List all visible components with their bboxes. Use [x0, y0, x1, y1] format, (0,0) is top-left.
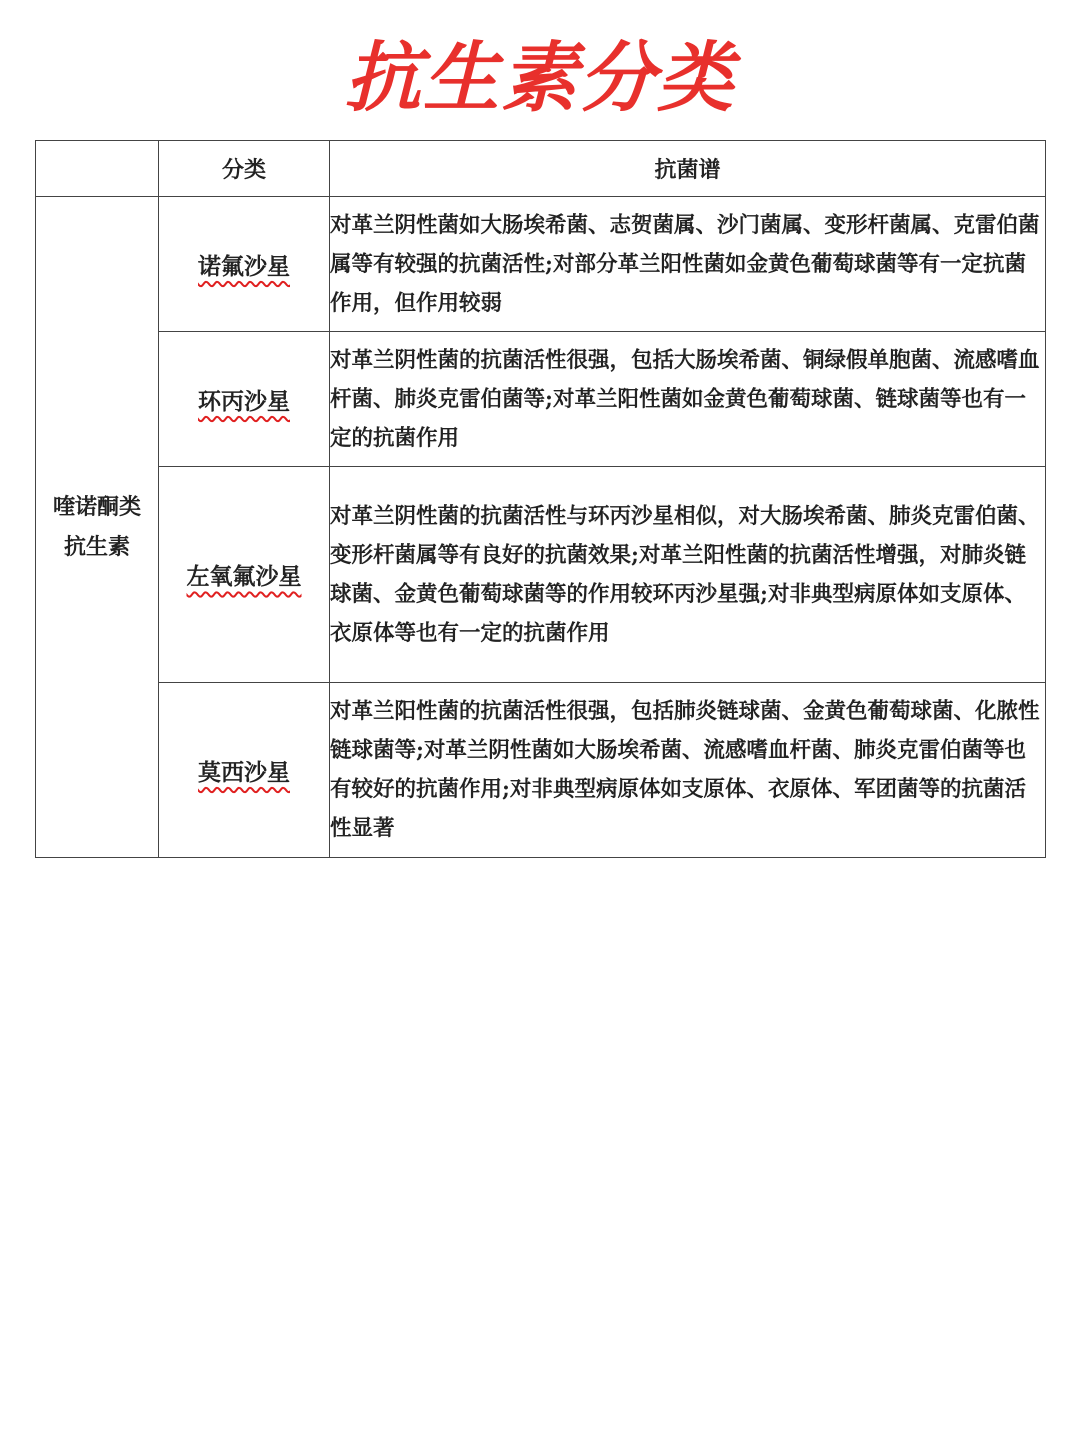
header-group-cell — [36, 141, 159, 197]
group-label-line1: 喹诺酮类 — [52, 494, 141, 520]
drug-name-cell — [159, 197, 330, 332]
table-row — [36, 332, 1046, 467]
table-row — [36, 467, 1046, 683]
page-title: 抗生素分类 — [345, 33, 735, 122]
table-header-row — [36, 141, 1046, 197]
drug-name-cell — [159, 332, 330, 467]
drug-name: 诺氟沙星 — [198, 252, 290, 280]
drug-name-cell — [159, 683, 330, 858]
group-cell — [36, 197, 159, 858]
header-spectrum-cell: 抗菌谱 — [330, 141, 1046, 197]
group-label-line2: 抗生素 — [63, 534, 130, 560]
drug-name-cell — [159, 467, 330, 683]
table-row — [36, 197, 1046, 332]
drug-name: 环丙沙星 — [198, 387, 290, 415]
spectrum-cell: 对革兰阳性菌的抗菌活性很强，包括肺炎链球菌、金黄色葡萄球菌、化脓性链球菌等;对革兰阴性菌如大肠埃希菌、流感嗜血杆菌、肺炎克雷伯菌等也有较好的抗菌作用;对非典型病原体如支原体、衣原体、军团菌等的抗菌活性显著 — [330, 683, 1046, 858]
spectrum-cell: 对革兰阴性菌的抗菌活性与环丙沙星相似，对大肠埃希菌、肺炎克雷伯菌、变形杆菌属等有良好的抗菌效果;对革兰阳性菌的抗菌活性增强，对肺炎链球菌、金黄色葡萄球菌等的作用较环丙沙星强;对非典型病原体如支原体、衣原体等也有一定的抗菌作用 — [330, 467, 1046, 683]
header-category-cell: 分类 — [159, 141, 330, 197]
drug-name: 左氧氟沙星 — [186, 563, 302, 590]
table-row — [36, 683, 1046, 858]
antibiotic-table — [35, 140, 1046, 858]
spectrum-cell: 对革兰阴性菌的抗菌活性很强，包括大肠埃希菌、铜绿假单胞菌、流感嗜血杆菌、肺炎克雷伯菌等;对革兰阳性菌如金黄色葡萄球菌、链球菌等也有一定的抗菌作用 — [330, 332, 1046, 467]
drug-name: 莫西沙星 — [198, 758, 290, 786]
spectrum-cell: 对革兰阴性菌如大肠埃希菌、志贺菌属、沙门菌属、变形杆菌属、克雷伯菌属等有较强的抗菌活性;对部分革兰阳性菌如金黄色葡萄球菌等有一定抗菌作用，但作用较弱 — [330, 197, 1046, 332]
